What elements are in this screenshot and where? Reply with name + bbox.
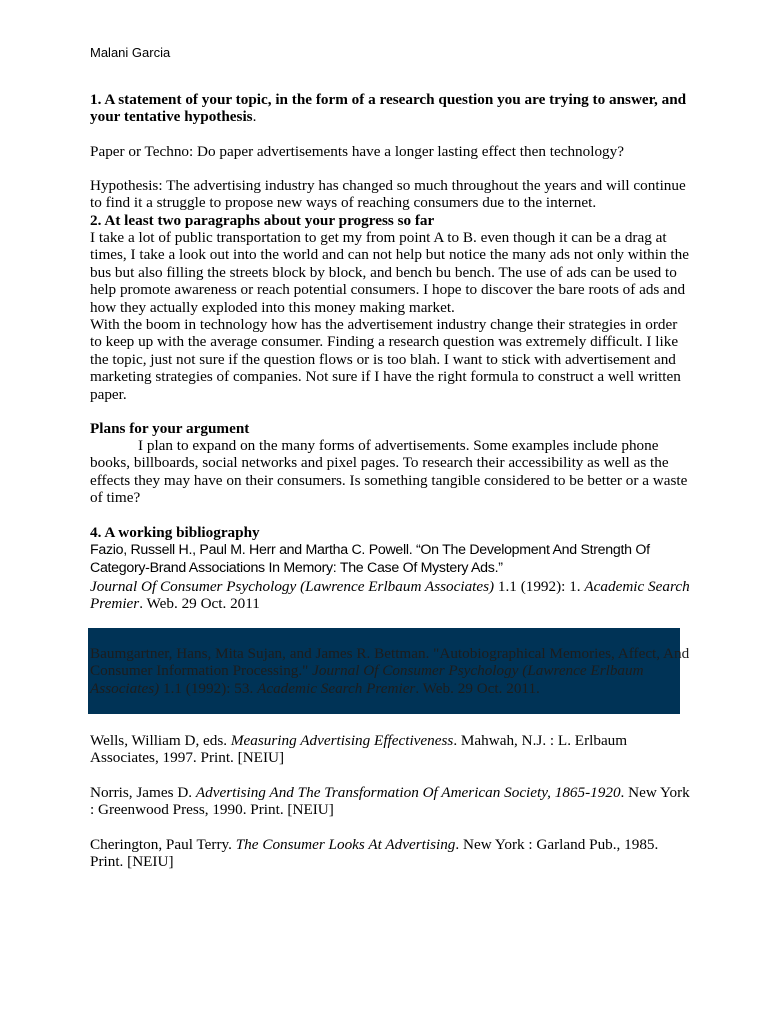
bib-entry-1: [90, 541, 690, 613]
author-name: Malani Garcia: [90, 45, 171, 60]
bib-entry-5: [90, 836, 690, 871]
bib-entry-2-end: . Web. 29 Oct. 2011.: [415, 679, 540, 697]
bib-entry-2: [90, 645, 690, 697]
bib-entry-5-title: The Consumer Looks At Advertising: [235, 836, 456, 853]
bib-entry-5-end: . New York : Garland Pub., 1985. Print. [NEIU]: [90, 836, 659, 871]
progress-paragraph-1: I take a lot of public transportation to get my from point A to B. even though it can be a drag at times, I take a look out into the world and can not help but notice the many ads not only within the bus but also filling the streets block by block, and bench bu bench. The use of ads can be used to help promote awareness or reach potential consumers. I hope to discover the bare roots of ads and how they actually exploded into this money making market.: [90, 229, 689, 316]
q1-heading: [90, 91, 690, 126]
research-question: Paper or Techno: Do paper advertisements have a longer lasting effect then technology?: [90, 143, 624, 160]
bib-entry-2-db: Academic Search Premier: [257, 679, 416, 697]
q1-heading-end: .: [252, 108, 257, 126]
bibliography-heading: 4. A working bibliography: [90, 524, 260, 541]
bib-entry-1-db: Academic Search Premier: [90, 577, 690, 613]
plans-heading: Plans for your argument: [90, 420, 250, 437]
bib-entry-1-main: Fazio, Russell H., Paul M. Herr and Martha C. Powell. “On The Development And Strength Of Category-Brand Associations In Memory: The Case Of Mystery Ads.”: [90, 542, 650, 577]
hypothesis: Hypothesis: The advertising industry has changed so much throughout the years and will continue to find it a struggle to propose new ways of reaching consumers due to the internet.: [90, 177, 686, 212]
plans-text: I plan to expand on the many forms of advertisements. Some examples include phone books, billboards, social networks and pixel pages. To research their accessibility as well as the effects they may have on their consumers. Is something tangible considered to be better or a waste of time?: [90, 437, 688, 507]
bib-entry-3-main: Wells, William D, eds.: [90, 732, 231, 749]
progress-paragraph-2: With the boom in technology how has the advertisement industry change their strategies in order to keep up with the average consumer. Finding a research question was extremely difficult. I like the topic, just not sure if the question flows or is too blah. I want to stick with advertisement and marketing strategies of companies. Not sure if I have the right formula to construct a well written paper.: [90, 316, 681, 403]
bib-entry-1-end: . Web. 29 Oct. 2011: [139, 595, 260, 613]
bib-entry-5-main: Cherington, Paul Terry.: [90, 836, 236, 853]
q2-heading: 2. At least two paragraphs about your progress so far: [90, 212, 435, 229]
bib-entry-2-main: Baumgartner, Hans, Mita Sujan, and James R. Bettman. "Autobiographical Memories, Affect, And Consumer Information Processing.": [90, 645, 690, 680]
bib-entry-1-journal: Journal Of Consumer Psychology (Lawrence Erlbaum Associates): [90, 577, 495, 595]
bib-entry-4: [90, 784, 690, 819]
bib-entry-3-end: . Mahwah, N.J. : L. Erlbaum Associates, 1997. Print. [NEIU]: [90, 732, 628, 767]
bib-entry-2-journal: Journal Of Consumer Psychology (Lawrence Erlbaum Associates): [90, 662, 644, 697]
bib-entry-4-end: . New York : Greenwood Press, 1990. Print. [NEIU]: [90, 784, 690, 819]
bib-entry-4-main: Norris, James D.: [90, 784, 196, 801]
bib-entry-3-title: Measuring Advertising Effectiveness: [230, 732, 454, 749]
bib-entry-3: [90, 732, 690, 767]
bib-entry-4-title: Advertising And The Transformation Of American Society, 1865-1920: [195, 784, 621, 801]
bib-entry-1-mid: 1.1 (1992): 1.: [494, 577, 585, 595]
bib-entry-2-mid: 1.1 (1992): 53.: [159, 679, 258, 697]
q1-heading-text: 1. A statement of your topic, in the form of a research question you are trying to answer, and your tentative hypothesis: [90, 91, 687, 126]
